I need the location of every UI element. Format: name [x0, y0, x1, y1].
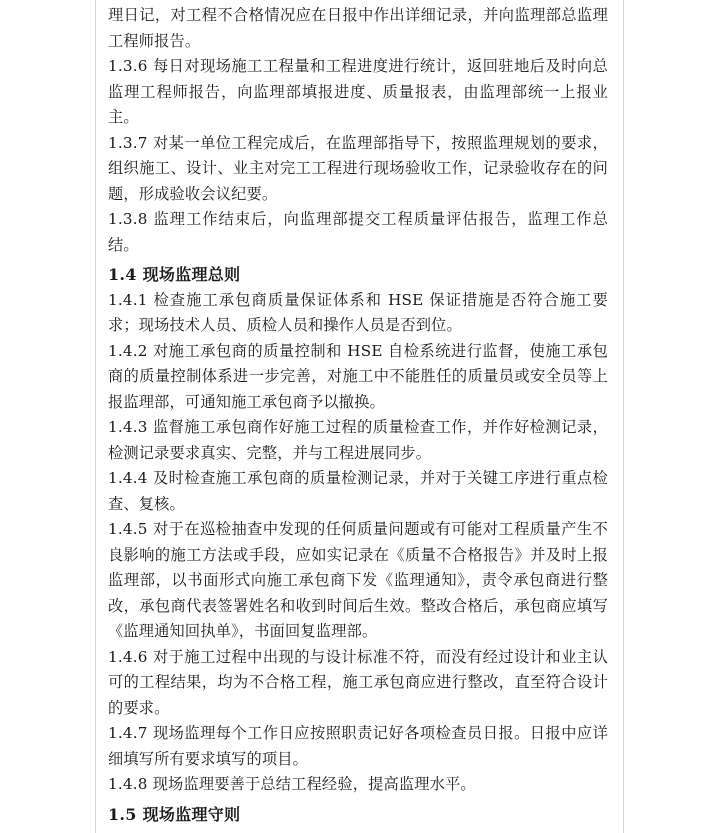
page-margin-guide-right: [623, 0, 624, 833]
paragraph-1-4-4: 1.4.4 及时检查施工承包商的质量检测记录，并对于关键工序进行重点检查、复核。: [108, 469, 608, 513]
paragraph-1-4-8: 1.4.8 现场监理要善于总结工程经验，提高监理水平。: [108, 775, 476, 793]
paragraph-1-3-7: 1.3.7 对某一单位工程完成后，在监理部指导下，按照监理规划的要求，组织施工、设计、业主对完工工程进行现场验收工作，记录验收存在的问题，形成验收会议纪要。: [108, 133, 608, 203]
section-heading-1-5: 1.5 现场监理守则: [108, 804, 241, 824]
paragraph-1-4-1: 1.4.1 检查施工承包商质量保证体系和 HSE 保证措施是否符合施工要求；现场技术人员、质检人员和操作人员是否到位。: [108, 290, 608, 334]
paragraph-1-4-5: 1.4.5 对于在巡检抽查中发现的任何质量问题或有可能对工程质量产生不良影响的施工方法或手段，应如实记录在《质量不合格报告》并及时上报监理部，以书面形式向施工承包商下发《监理通知》，责令承包商进行整改，承包商代表签署姓名和收到时间后生效。整改合格后，承包商应填写《监理通知回执单》，书面回复监理部。: [108, 520, 608, 640]
section-heading-1-4: 1.4 现场监理总则: [108, 265, 241, 284]
paragraph-1-4-3: 1.4.3 监督施工承包商作好施工过程的质量检查工作，并作好检测记录，检测记录要求真实、完整，并与工程进展同步。: [108, 418, 608, 462]
paragraph-1-4-2: 1.4.2 对施工承包商的质量控制和 HSE 自检系统进行监督，使施工承包商的质量控制体系进一步完善，对施工中不能胜任的质量员或安全员等上报监理部，可通知施工承包商予以撤换。: [108, 341, 608, 411]
paragraph-1-3-8: 1.3.8 监理工作结束后，向监理部提交工程质量评估报告，监理工作总结。: [108, 210, 608, 254]
document-body: [108, 3, 608, 827]
paragraph-1-4-6: 1.4.6 对于施工过程中出现的与设计标准不符，而没有经过设计和业主认可的工程结果，均为不合格工程，施工承包商应进行整改，直至符合设计的要求。: [108, 647, 608, 717]
paragraph-1-3-6: 1.3.6 每日对现场施工工程量和工程进度进行统计，返回驻地后及时向总监理工程师报告，向监理部填报进度、质量报表，由监理部统一上报业主。: [108, 57, 608, 126]
page-margin-guide-left: [95, 0, 96, 833]
paragraph-1-3-5-continued: 理日记，对工程不合格情况应在日报中作出详细记录，并向监理部总监理工程师报告。: [108, 6, 608, 50]
paragraph-1-4-7: 1.4.7 现场监理每个工作日应按照职责记好各项检查员日报。日报中应详细填写所有要求填写的项目。: [108, 724, 608, 768]
